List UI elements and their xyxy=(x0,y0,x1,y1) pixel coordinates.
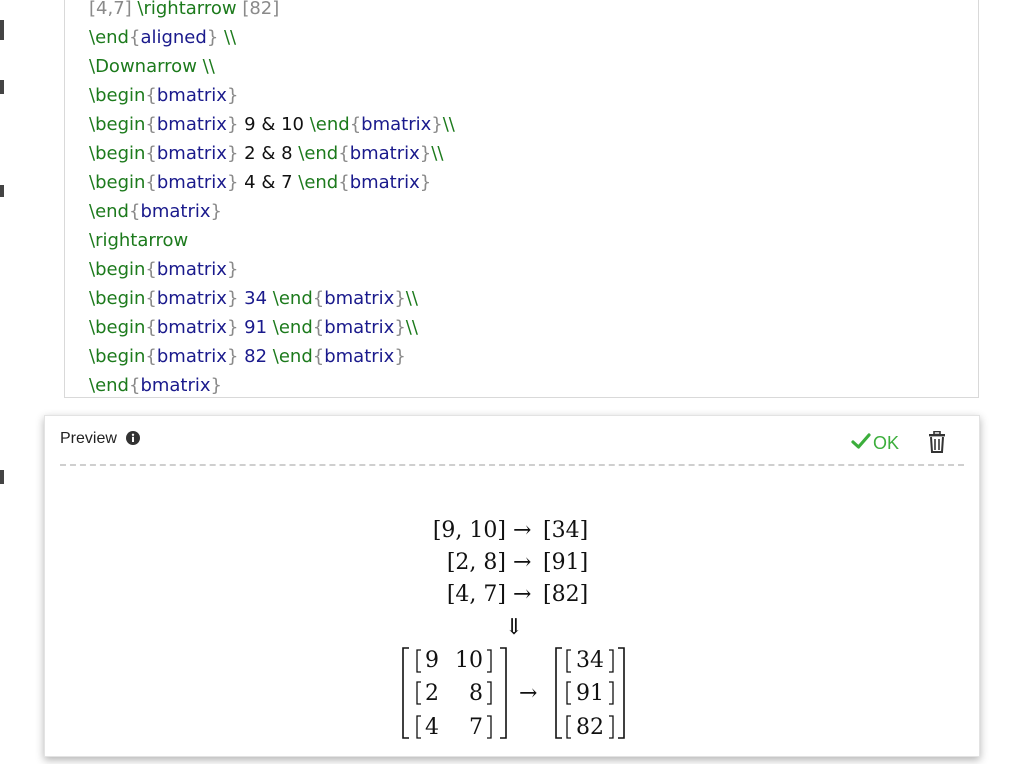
code-token: } xyxy=(226,143,239,164)
preview-title: Preview xyxy=(60,430,117,447)
code-token: [82] xyxy=(242,0,280,19)
code-token: bmatrix xyxy=(156,114,227,135)
code-token: bmatrix xyxy=(156,317,227,338)
bracket xyxy=(417,682,421,704)
code-token: \end xyxy=(89,375,129,396)
code-token: } xyxy=(431,114,443,135)
code-token: { xyxy=(145,346,157,367)
code-token: 91 xyxy=(238,317,273,338)
window-edge-mark xyxy=(0,20,4,40)
code-token: bmatrix xyxy=(156,346,227,367)
code-token: } xyxy=(226,172,239,193)
matrix-cell: 34 xyxy=(576,648,604,673)
code-token: bmatrix xyxy=(156,172,227,193)
code-token: } xyxy=(226,317,239,338)
bracket xyxy=(487,650,491,672)
code-token: bmatrix xyxy=(156,85,227,106)
window-edge-mark xyxy=(0,80,4,94)
code-token: bmatrix xyxy=(140,375,211,396)
code-token: bmatrix xyxy=(156,288,227,309)
code-line[interactable] xyxy=(89,342,406,371)
code-token: { xyxy=(145,114,157,135)
code-token: bmatrix xyxy=(349,172,420,193)
matrix-cell: 8 xyxy=(469,681,483,706)
code-line[interactable] xyxy=(89,23,236,52)
math-arrow: → xyxy=(513,518,532,543)
math-arrow: → xyxy=(519,681,538,706)
code-token: { xyxy=(145,172,157,193)
math-row-left: [9, 10] xyxy=(432,518,506,543)
code-token: \\ xyxy=(431,143,444,164)
bracket xyxy=(417,716,421,738)
code-token: \rightarrow xyxy=(89,230,189,251)
code-token: } xyxy=(394,346,406,367)
rendered-math xyxy=(45,416,981,758)
math-row-right: [91] xyxy=(543,550,589,575)
code-token: { xyxy=(128,27,141,48)
bracket xyxy=(487,682,491,704)
code-token: aligned xyxy=(140,27,207,48)
window-edge-mark xyxy=(0,470,4,484)
code-token: \\ xyxy=(218,27,237,48)
bracket xyxy=(417,650,421,672)
bracket xyxy=(500,648,506,738)
math-row-left: [2, 8] xyxy=(446,550,506,575)
code-token: \\ xyxy=(405,317,418,338)
code-token: \begin xyxy=(89,346,146,367)
matrix-cell: 91 xyxy=(576,681,604,706)
bracket xyxy=(618,648,624,738)
code-token: [4,7] xyxy=(89,0,132,19)
code-line[interactable] xyxy=(89,313,418,342)
ok-label: OK xyxy=(873,432,900,453)
code-token: 34 xyxy=(238,288,273,309)
code-token: { xyxy=(128,201,141,222)
code-token: } xyxy=(226,85,239,106)
code-token: } xyxy=(394,288,406,309)
code-token: } xyxy=(210,375,222,396)
bracket xyxy=(609,650,613,672)
code-token: } xyxy=(210,201,222,222)
code-token: \begin xyxy=(89,172,146,193)
code-token: { xyxy=(145,143,157,164)
code-token: bmatrix xyxy=(324,288,395,309)
code-line[interactable] xyxy=(89,255,238,284)
code-token: \Downarrow \\ xyxy=(89,56,215,77)
code-token: \end xyxy=(89,27,129,48)
code-token: \end xyxy=(272,317,313,338)
code-token: { xyxy=(312,317,325,338)
bracket xyxy=(487,716,491,738)
code-token: bmatrix xyxy=(156,143,227,164)
code-token: \\ xyxy=(442,114,455,135)
bracket xyxy=(567,650,571,672)
bracket xyxy=(567,716,571,738)
code-token: { xyxy=(312,346,325,367)
math-down-arrow: ⇓ xyxy=(504,615,524,640)
code-line[interactable] xyxy=(89,284,418,313)
latex-code-editor[interactable] xyxy=(64,0,979,398)
code-line[interactable] xyxy=(89,197,222,226)
code-line[interactable] xyxy=(89,226,188,255)
matrix-cell: 9 xyxy=(425,648,439,673)
matrix-cell: 82 xyxy=(576,715,604,740)
code-token: } xyxy=(226,259,239,280)
code-token: \begin xyxy=(89,259,146,280)
code-token: bmatrix xyxy=(324,346,395,367)
code-line[interactable] xyxy=(89,52,215,81)
code-token: } xyxy=(394,317,406,338)
matrix-cell: 2 xyxy=(425,681,439,706)
code-token: bmatrix xyxy=(361,114,432,135)
matrix-cell: 10 xyxy=(455,648,483,673)
code-line[interactable] xyxy=(89,81,238,110)
code-token: \begin xyxy=(89,85,146,106)
code-token: \\ xyxy=(405,288,418,309)
bracket xyxy=(567,682,571,704)
code-token: \begin xyxy=(89,114,146,135)
matrix-cell: 4 xyxy=(425,715,439,740)
math-arrow: → xyxy=(513,582,532,607)
code-token: \end xyxy=(298,143,339,164)
code-token: { xyxy=(349,114,362,135)
code-token: } xyxy=(226,288,239,309)
code-token: { xyxy=(145,85,157,106)
math-arrow: → xyxy=(513,550,532,575)
code-line[interactable] xyxy=(89,139,443,168)
code-token: \end xyxy=(298,172,339,193)
math-row-left: [4, 7] xyxy=(446,582,506,607)
code-token: { xyxy=(128,375,141,396)
code-token: \end xyxy=(89,201,129,222)
code-token: \end xyxy=(272,288,313,309)
bracket xyxy=(609,682,613,704)
code-line[interactable] xyxy=(89,110,455,139)
code-line[interactable] xyxy=(89,0,279,23)
bracket xyxy=(556,648,562,738)
math-row-right: [34] xyxy=(543,518,589,543)
code-token: \begin xyxy=(89,143,146,164)
code-token: \end xyxy=(309,114,350,135)
code-token: 9 & 10 xyxy=(238,114,310,135)
bracket xyxy=(609,716,613,738)
code-token: 4 & 7 xyxy=(238,172,299,193)
code-token: bmatrix xyxy=(324,317,395,338)
code-token: bmatrix xyxy=(349,143,420,164)
code-token: 82 xyxy=(238,346,273,367)
code-token: { xyxy=(145,259,157,280)
code-line[interactable] xyxy=(89,371,222,400)
matrix-cell: 7 xyxy=(469,715,483,740)
code-token: \end xyxy=(272,346,313,367)
code-token: { xyxy=(312,288,325,309)
bracket xyxy=(403,648,409,738)
code-token: { xyxy=(145,317,157,338)
code-token: } xyxy=(419,172,432,193)
code-token: { xyxy=(338,143,350,164)
code-token: \begin xyxy=(89,288,146,309)
code-token: bmatrix xyxy=(156,259,227,280)
math-row-right: [82] xyxy=(543,582,589,607)
preview-panel xyxy=(44,415,980,757)
code-token: 2 & 8 xyxy=(238,143,299,164)
code-token: { xyxy=(338,172,350,193)
code-token: } xyxy=(226,346,239,367)
code-line[interactable] xyxy=(89,168,431,197)
code-token: } xyxy=(419,143,432,164)
code-token: } xyxy=(206,27,219,48)
code-token: } xyxy=(226,114,239,135)
code-token: \begin xyxy=(89,317,146,338)
window-edge-mark xyxy=(0,185,4,197)
code-token: \rightarrow xyxy=(131,0,243,19)
code-token: { xyxy=(145,288,157,309)
code-token: bmatrix xyxy=(140,201,211,222)
